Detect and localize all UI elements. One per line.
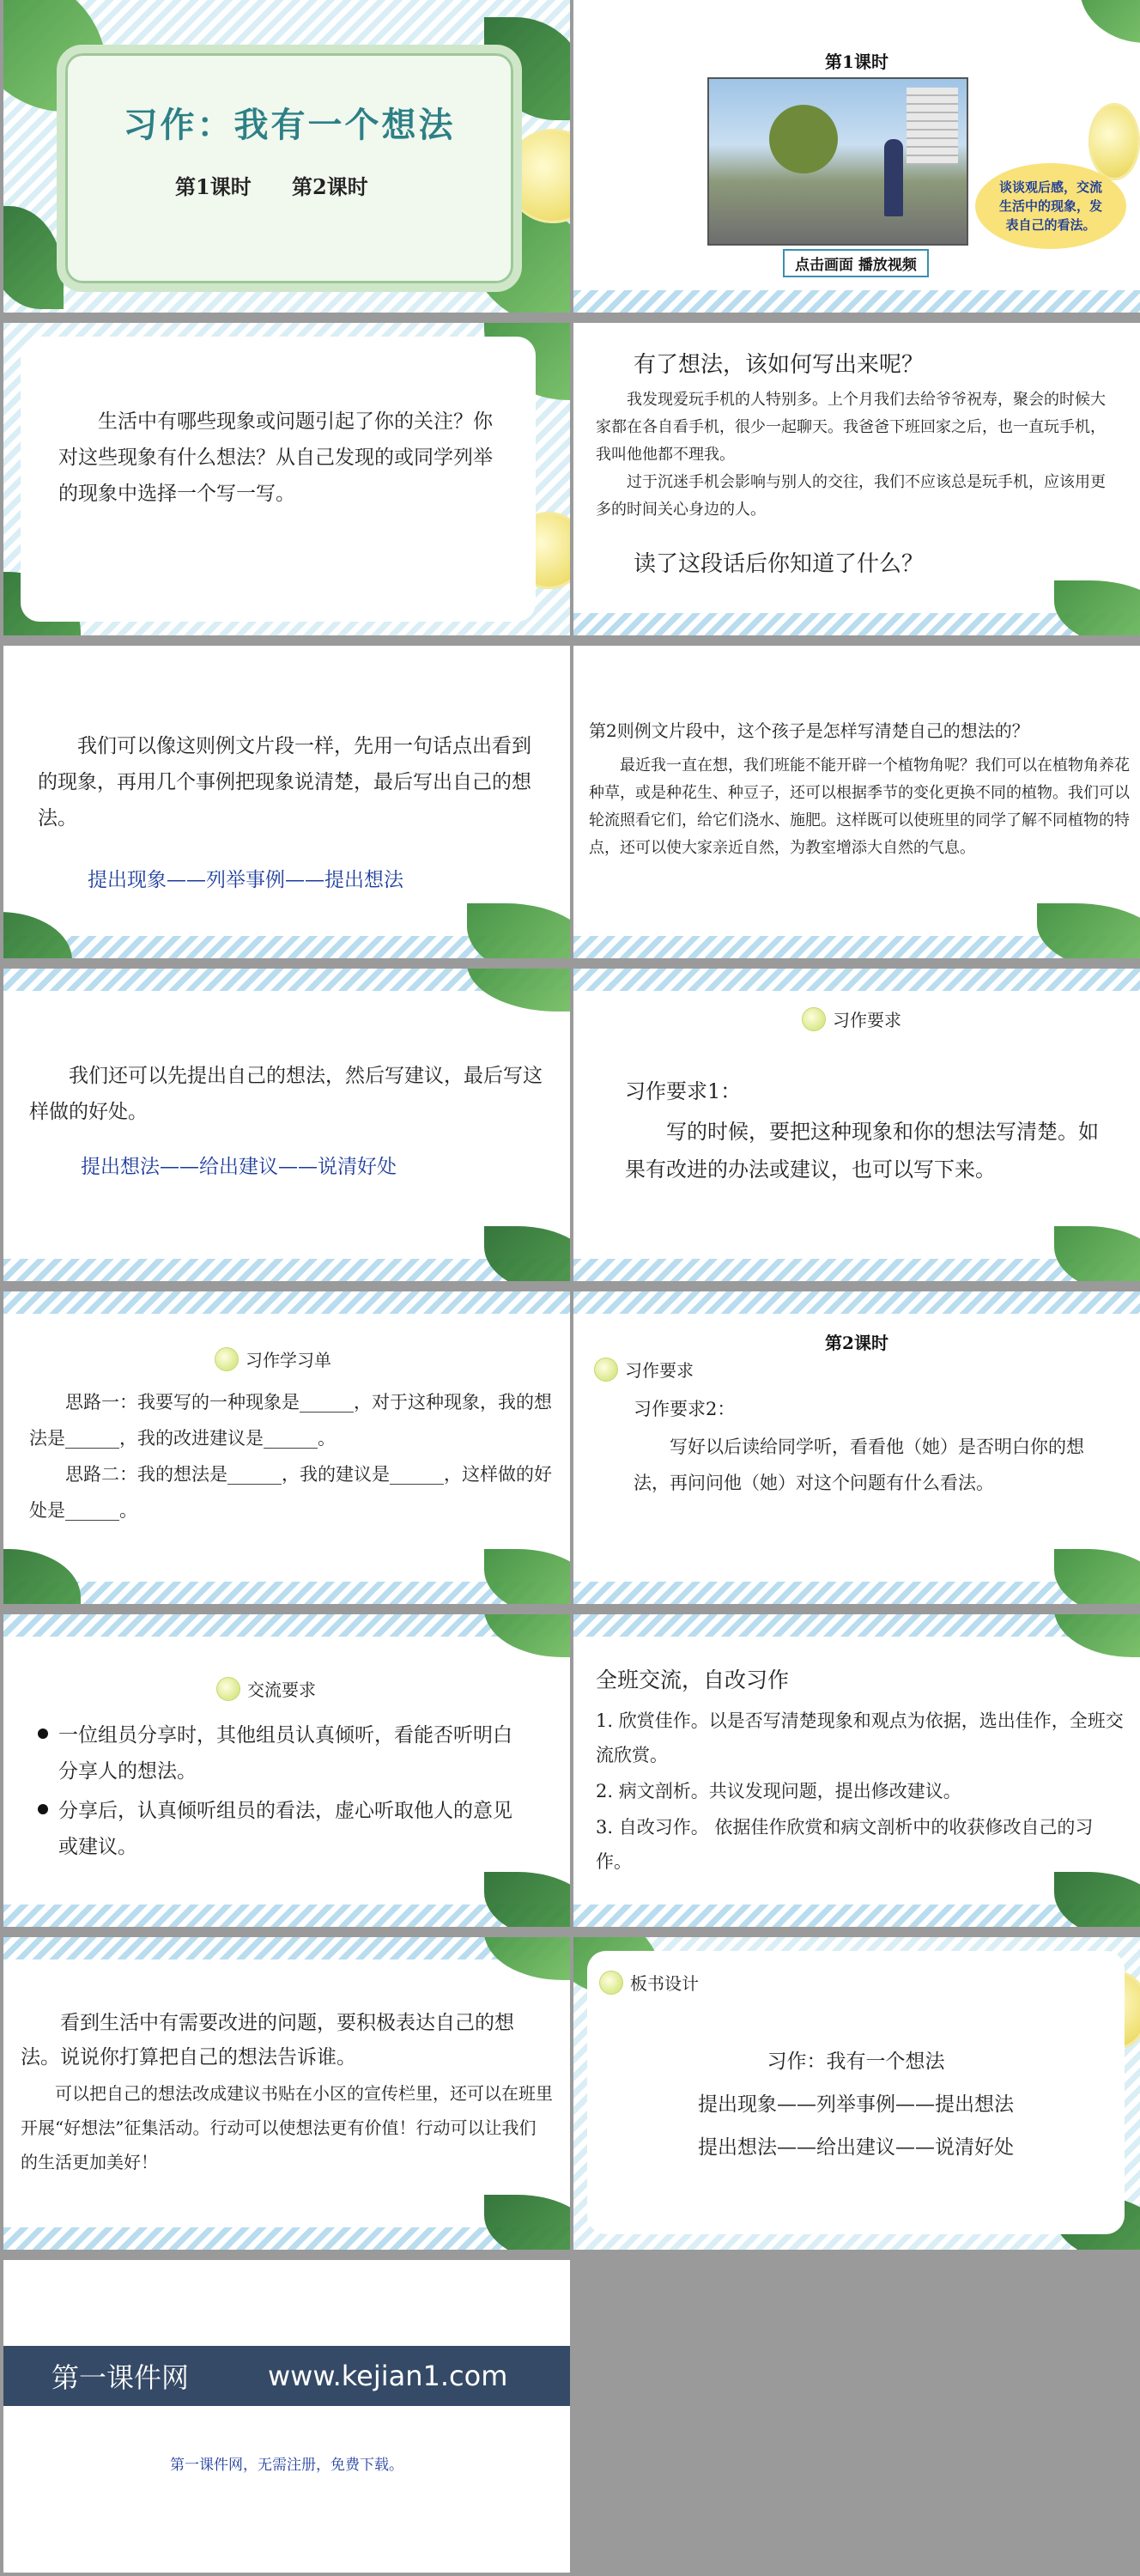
tree-image bbox=[769, 105, 838, 173]
leaf-decoration bbox=[1054, 1872, 1140, 1927]
board-card bbox=[587, 1951, 1125, 2234]
example-question: 第2则例文片段中，这个孩子是怎样写清楚自己的想法的？ bbox=[589, 720, 1029, 741]
prompt-text: 生活中有哪些现象或问题引起了你的关注？你对这些现象有什么想法？从自己发现的或同学列举的现象中选择一个写一写。 bbox=[58, 410, 493, 505]
slide-title bbox=[3, 0, 570, 313]
stripe-decoration bbox=[3, 1291, 570, 1314]
leaf-decoration bbox=[1054, 580, 1140, 635]
lemon-icon bbox=[215, 1347, 239, 1371]
section-tag: 交流要求 bbox=[216, 1676, 316, 1701]
example-paragraph-2: 过于沉迷手机会影响与别人的交往，我们不应该总是玩手机，应该用更多的时间关心身边的人。 bbox=[596, 473, 1106, 519]
leaf-decoration bbox=[484, 1549, 570, 1604]
stripe-decoration bbox=[573, 1905, 1140, 1927]
stripe-decoration bbox=[3, 2227, 570, 2250]
review-item-3: 3. 自改习作。 依据佳作欣赏和病文剖析中的收获修改自己的习作。 bbox=[596, 1817, 1094, 1872]
structure-text: 我们还可以先提出自己的想法，然后写建议，最后写这样做的好处。 bbox=[29, 1065, 543, 1123]
slide-video bbox=[573, 0, 1140, 313]
slide-structure-2 bbox=[3, 969, 570, 1281]
stripe-decoration bbox=[573, 290, 1140, 313]
review-item-1: 1. 欣赏佳作。以是否写清楚现象和观点为依据，选出佳作，全班交流欣赏。 bbox=[596, 1710, 1124, 1765]
leaf-decoration bbox=[467, 969, 570, 1012]
slide-structure-1 bbox=[3, 646, 570, 958]
leaf-decoration bbox=[1054, 1226, 1140, 1281]
stripe-decoration bbox=[573, 969, 1140, 991]
bullet-dot bbox=[38, 1728, 48, 1739]
leaf-decoration bbox=[1080, 0, 1140, 43]
leaf-decoration bbox=[484, 1937, 570, 1980]
slide-footer-ad bbox=[3, 2260, 570, 2573]
lesson-2-link[interactable]: 第2课时 bbox=[292, 174, 368, 199]
stripe-decoration bbox=[3, 1259, 570, 1281]
leaf-decoration bbox=[484, 1614, 570, 1657]
speech-bubble: 谈谈观后感，交流生活中的现象，发表自己的看法。 bbox=[975, 163, 1126, 249]
leaf-decoration bbox=[1054, 1549, 1140, 1604]
bullet-2: 分享后，认真倾听组员的看法，虚心听取他人的意见或建议。 bbox=[38, 1793, 527, 1865]
lemon-icon bbox=[599, 1971, 623, 1995]
stripe-decoration bbox=[573, 1291, 1140, 1314]
stripe-decoration bbox=[3, 1905, 570, 1927]
section-tag: 习作学习单 bbox=[215, 1346, 331, 1371]
leaf-decoration bbox=[484, 1872, 570, 1927]
brand-name: 第一课件网 bbox=[52, 2361, 190, 2394]
lemon-icon bbox=[594, 1358, 618, 1382]
video-frame[interactable] bbox=[707, 77, 968, 246]
stripe-decoration bbox=[573, 1259, 1140, 1281]
requirement-text: 写的时候，要把这种现象和你的想法写清楚。如果有改进的办法或建议，也可以写下来。 bbox=[625, 1120, 1099, 1182]
content-card bbox=[21, 337, 536, 622]
slide-action bbox=[3, 1937, 570, 2250]
slide-worksheet bbox=[3, 1291, 570, 1604]
review-item-2: 2. 病文剖析。共议发现问题，提出修改建议。 bbox=[596, 1781, 961, 1801]
board-title: 习作：我有一个想法 bbox=[767, 2050, 945, 2073]
requirement-label: 习作要求2： bbox=[634, 1399, 736, 1419]
leaf-decoration bbox=[3, 1549, 81, 1604]
slide-prompt bbox=[3, 323, 570, 635]
leaf-decoration bbox=[3, 206, 64, 309]
title-card bbox=[57, 45, 522, 292]
stripe-decoration bbox=[3, 1582, 570, 1604]
leaf-decoration bbox=[1054, 1614, 1140, 1657]
question-2: 读了这段话后你知道了什么？ bbox=[634, 551, 925, 577]
section-tag: 习作要求 bbox=[594, 1357, 694, 1382]
leaf-decoration bbox=[1037, 903, 1140, 958]
lemon-decoration bbox=[1088, 103, 1140, 180]
example-paragraph-1: 我发现爱玩手机的人特别多。上个月我们去给爷爷祝寿，聚会的时候大家都在各自看手机，很少一起聊天。我爸爸下班回家之后，也一直玩手机，我叫他他都不理我。 bbox=[596, 391, 1106, 464]
worksheet-line-1: 思路一：我要写的一种现象是______，对于这种现象，我的想法是______，我的改进建议是______。 bbox=[29, 1392, 552, 1449]
lemon-icon bbox=[216, 1677, 240, 1701]
slide-example-1 bbox=[573, 323, 1140, 635]
example-paragraph: 最近我一直在想，我们班能不能开辟一个植物角呢？我们可以在植物角养花种草，或是种花生、种豆子，还可以根据季节的变化更换不同的植物。我们可以轮流照看它们，给它们浇水、施肥。这样既可以使班里的同学了解不同植物的特点，还可以使大家亲近自然，为教室增添大自然的气息。 bbox=[589, 756, 1130, 857]
leaf-decoration bbox=[484, 2195, 570, 2250]
slide-class-review bbox=[573, 1614, 1140, 1927]
bullet-1: 一位组员分享时，其他组员认真倾听，看能否听明白分享人的想法。 bbox=[38, 1717, 527, 1789]
footer-note: 第一课件网，无需注册，免费下载。 bbox=[170, 2457, 403, 2474]
action-paragraph-2: 可以把自己的想法改成建议书贴在小区的宣传栏里，还可以在班里开展“好想法”征集活动。行动可以使想法更有价值！行动可以让我们的生活更加美好！ bbox=[21, 2083, 553, 2172]
slide-requirement-2 bbox=[573, 1291, 1140, 1604]
requirement-label: 习作要求1： bbox=[625, 1079, 742, 1103]
structure-text: 我们可以像这则例文片段一样，先用一句话点出看到的现象，再用几个事例把现象说清楚，最后写出自己的想法。 bbox=[38, 735, 531, 829]
stripe-decoration bbox=[573, 1582, 1140, 1604]
lesson-heading: 第2课时 bbox=[825, 1333, 888, 1353]
page-title: 习作：我有一个想法 bbox=[123, 105, 456, 145]
section-heading: 全班交流，自改习作 bbox=[596, 1668, 790, 1692]
stripe-decoration bbox=[573, 613, 1140, 635]
leaf-decoration bbox=[3, 912, 72, 958]
leaf-decoration bbox=[467, 903, 570, 958]
person-image bbox=[884, 139, 903, 216]
brand-bar bbox=[3, 2346, 570, 2406]
worksheet-line-2: 思路二：我的想法是______，我的建议是______，这样做的好处是______。 bbox=[29, 1464, 552, 1521]
structure-formula: 提出想法——给出建议——说清好处 bbox=[81, 1156, 397, 1178]
lemon-icon bbox=[802, 1007, 826, 1031]
brand-url[interactable]: www.kejian1.com bbox=[268, 2360, 508, 2392]
slide-example-2 bbox=[573, 646, 1140, 958]
building-image bbox=[907, 88, 958, 165]
bullet-dot bbox=[38, 1804, 48, 1814]
requirement-text: 写好以后读给同学听，看看他（她）是否明白你的想法，再问问他（她）对这个问题有什么看法。 bbox=[634, 1437, 1084, 1493]
slide-requirement-1 bbox=[573, 969, 1140, 1281]
lesson-1-link[interactable]: 第1课时 bbox=[175, 174, 252, 199]
action-paragraph-1: 看到生活中有需要改进的问题，要积极表达自己的想法。说说你打算把自己的想法告诉谁。 bbox=[21, 2012, 514, 2069]
slide-discussion bbox=[3, 1614, 570, 1927]
section-tag: 习作要求 bbox=[802, 1006, 901, 1031]
play-video-button[interactable]: 点击画面 播放视频 bbox=[783, 249, 929, 277]
section-tag: 板书设计 bbox=[599, 1970, 699, 1995]
leaf-decoration bbox=[484, 1226, 570, 1281]
structure-formula: 提出现象——列举事例——提出想法 bbox=[88, 869, 403, 891]
slide-board-design bbox=[573, 1937, 1140, 2250]
board-line-1: 提出现象——列举事例——提出想法 bbox=[698, 2093, 1014, 2116]
question-1: 有了想法，该如何写出来呢？ bbox=[634, 352, 925, 378]
lesson-heading: 第1课时 bbox=[825, 52, 888, 72]
board-line-2: 提出想法——给出建议——说清好处 bbox=[698, 2136, 1014, 2159]
